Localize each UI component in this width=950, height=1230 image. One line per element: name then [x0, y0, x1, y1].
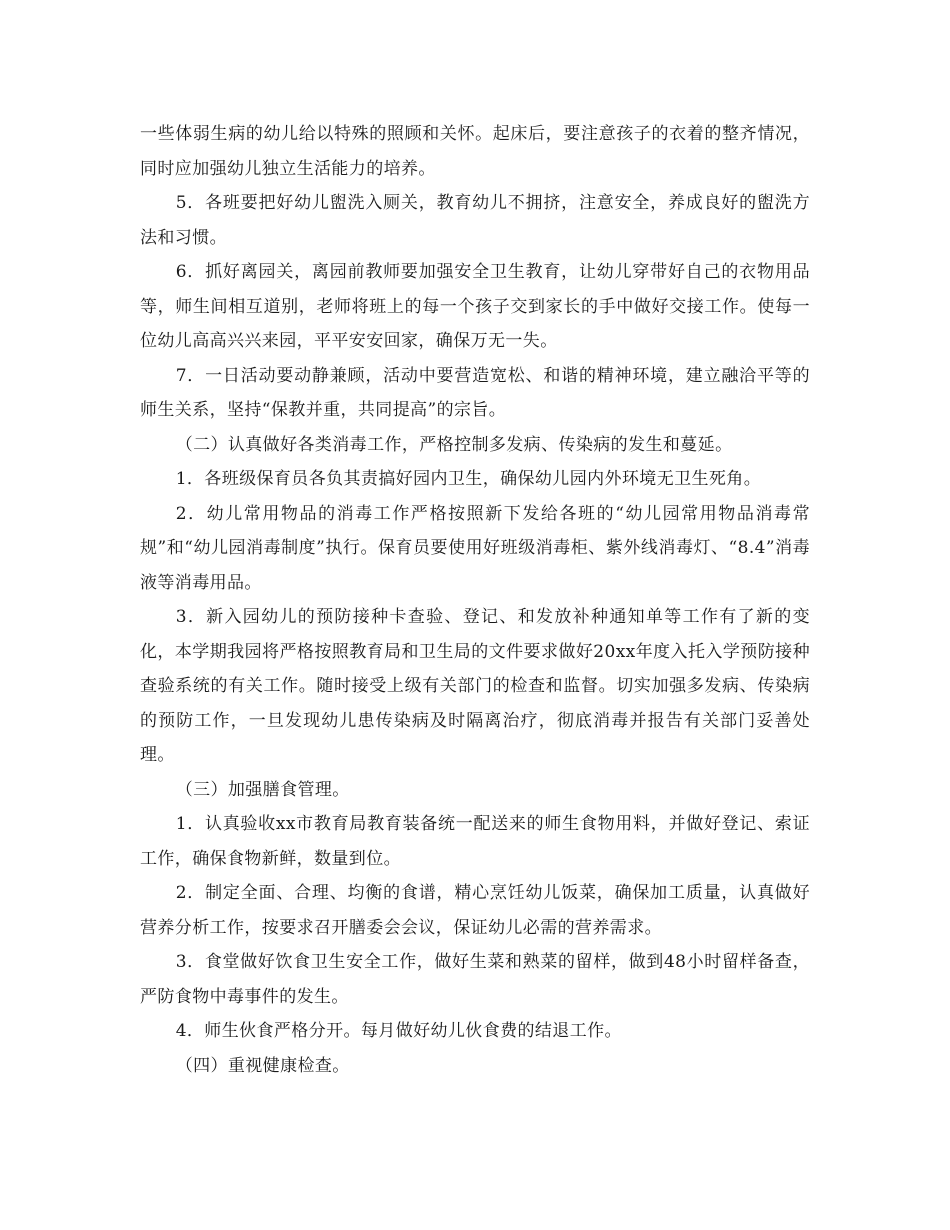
section-heading-2: （二）认真做好各类消毒工作，严格控制多发病、传染病的发生和蔓延。 — [175, 434, 733, 455]
paragraph-item-6: 6．抓好离园关，离园前教师要加强安全卫生教育，让幼儿穿带好自己的衣物用品等，师生间相互道别，老师将班上的每一个孩子交到家长的手中做好交接工作。使每一位幼儿高高兴兴来园，平平安安回家，确保万无一失。 — [140, 262, 810, 351]
paragraph-item-5: 5．各班要把好幼儿盥洗入厕关，教育幼儿不拥挤，注意安全，养成良好的盥洗方法和习惯。 — [140, 193, 810, 248]
paragraph-item-7: 7．一日活动要动静兼顾，活动中要营造宽松、和谐的精神环境，建立融洽平等的师生关系，坚持“保教并重，共同提高”的宗旨。 — [140, 365, 810, 420]
paragraph-item-2-2: 2．幼儿常用物品的消毒工作严格按照新下发给各班的“幼儿园常用物品消毒常规”和“幼儿园消毒制度”执行。保育员要使用好班级消毒柜、紫外线消毒灯、“8.4”消毒液等消毒用品。 — [140, 503, 810, 593]
paragraph-item-3-2: 2．制定全面、合理、均衡的食谱，精心烹饪幼儿饭菜，确保加工质量，认真做好营养分析工作，按要求召开膳委会会议，保证幼儿必需的营养需求。 — [140, 883, 810, 938]
paragraph-item-2-3: 3．新入园幼儿的预防接种卡查验、登记、和发放补种通知单等工作有了新的变化，本学期我园将严格按照教育局和卫生局的文件要求做好20xx年度入托入学预防接种查验系统的有关工作。随时接受上级有关部门的检查和监督。切实加强多发病、传染病的预防工作，一旦发现幼儿患传染病及时隔离治疗，彻底消毒并报告有关部门妥善处理。 — [140, 607, 810, 765]
section-heading-3: （三）加强膳食管理。 — [175, 779, 350, 800]
paragraph-item-3-4: 4．师生伙食严格分开。每月做好幼儿伙食费的结退工作。 — [175, 1021, 622, 1041]
document-body — [140, 117, 810, 1083]
paragraph-item-2-1: 1．各班级保育员各负其责搞好园内卫生，确保幼儿园内外环境无卫生死角。 — [175, 469, 762, 489]
section-heading-4: （四）重视健康检查。 — [175, 1055, 350, 1076]
paragraph-item-3-1: 1．认真验收xx市教育局教育装备统一配送来的师生食物用料，并做好登记、索证工作，确保食物新鲜，数量到位。 — [140, 814, 810, 869]
paragraph-continued: 一些体弱生病的幼儿给以特殊的照顾和关怀。起床后，要注意孩子的衣着的整齐情况，同时应加强幼儿独立生活能力的培养。 — [140, 124, 810, 179]
paragraph-item-3-3: 3．食堂做好饮食卫生安全工作，做好生菜和熟菜的留样，做到48小时留样备查，严防食物中毒事件的发生。 — [140, 952, 810, 1007]
